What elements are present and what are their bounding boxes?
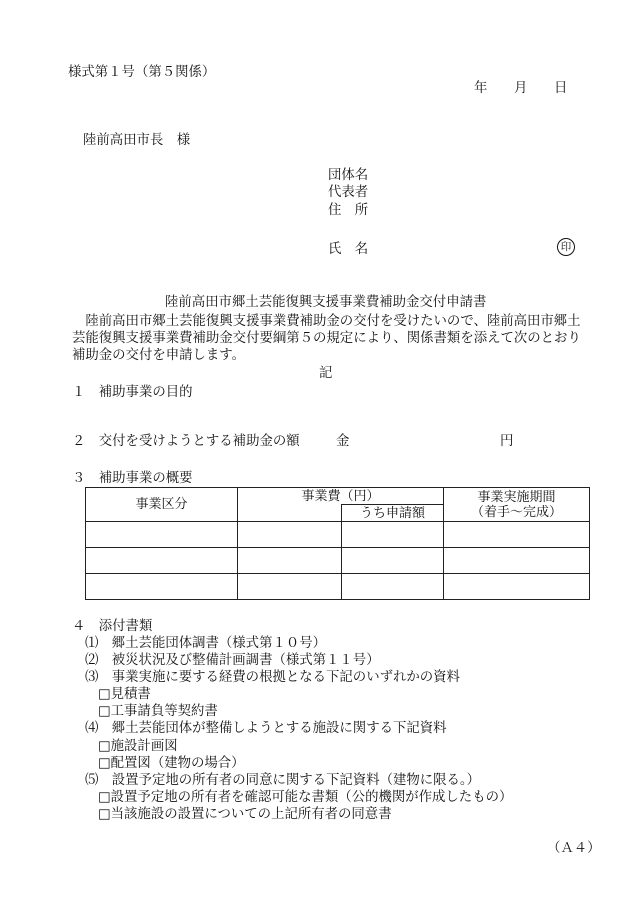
- addressee: 陸前高田市長 様: [83, 133, 191, 148]
- form-number: 様式第１号（第５関係）: [68, 65, 216, 80]
- item-overview-label: ３ 補助事業の概要: [72, 471, 193, 486]
- list-item: ⑴ 郷土芸能団体調書（様式第１０号）: [85, 636, 327, 651]
- item-amount-label: ２ 交付を受けようとする補助金の額: [72, 434, 300, 449]
- list-subitem: □設置予定地の所有者を確認可能な書類（公的機関が作成したもの）: [98, 789, 513, 805]
- table-cell: [86, 522, 238, 548]
- list-item: ⑶ 事業実施に要する経費の根拠となる下記のいずれかの資料: [85, 670, 460, 686]
- list-subitem: □工事請負等契約書: [98, 704, 218, 720]
- list-item: ⑷ 郷土芸能団体が整備しようとする施設に関する下記資料: [85, 721, 447, 737]
- seal-mark: 印: [557, 238, 575, 256]
- ki-heading: 記: [319, 366, 333, 381]
- date-year: 年: [474, 81, 488, 96]
- table-cell: [86, 548, 238, 574]
- attachments-list: [85, 635, 512, 823]
- table-row: [86, 522, 590, 548]
- overview-table: [85, 487, 590, 600]
- body-line: 芸能復興支援事業費補助金交付要綱第５の規定により、関係書類を添えて次のとおり: [72, 331, 581, 346]
- address-label: 住 所: [328, 203, 369, 218]
- table-cell: [342, 522, 444, 548]
- body-line: 陸前高田市郷土芸能復興支援事業費補助金の交付を受けたいので、陸前高田市郷土: [72, 314, 581, 329]
- list-subitem: □施設計画図: [98, 738, 178, 754]
- item-purpose-label: １ 補助事業の目的: [72, 385, 193, 400]
- body-line: 補助金の交付を申請します。: [72, 348, 246, 363]
- table-cell: [238, 548, 342, 574]
- name-label: 氏 名: [328, 242, 369, 257]
- paper-size-note: （Ａ４）: [547, 841, 601, 856]
- amount-suffix: 円: [500, 434, 514, 449]
- list-subitem: □配置図（建物の場合）: [98, 755, 245, 771]
- header-cost-blank: [238, 505, 342, 522]
- table-row: [86, 548, 590, 574]
- list-subitem: □見積書: [98, 687, 151, 703]
- table-cell: [238, 574, 342, 600]
- header-period-line1: 事業実施期間: [477, 489, 556, 505]
- document-title: 陸前高田市郷土芸能復興支援事業費補助金交付申請書: [165, 295, 487, 310]
- list-subitem: □当該施設の設置についての上記所有者の同意書: [98, 806, 392, 822]
- header-period-line2: （着手～完成）: [471, 504, 563, 520]
- amount-prefix: 金: [336, 434, 350, 449]
- table-cell: [444, 522, 590, 548]
- body-paragraph: [72, 313, 581, 364]
- table-cell: [444, 574, 590, 600]
- date-day: 日: [554, 81, 568, 96]
- header-period: [444, 488, 590, 522]
- table-cell: [342, 548, 444, 574]
- header-applied: うち申請額: [342, 505, 444, 522]
- table-cell: [342, 574, 444, 600]
- list-item: ⑵ 被災状況及び整備計画調書（様式第１１号）: [85, 653, 380, 669]
- date-month: 月: [514, 81, 528, 96]
- header-cost: 事業費（円）: [238, 488, 444, 505]
- representative-label: 代表者: [328, 185, 369, 200]
- table-header-row: [86, 488, 590, 505]
- group-name-label: 団体名: [328, 168, 369, 183]
- attachments-heading: ４ 添付書類: [72, 619, 153, 634]
- table-cell: [86, 574, 238, 600]
- header-category: 事業区分: [86, 488, 238, 522]
- list-item: ⑸ 設置予定地の所有者の同意に関する下記資料（建物に限る。）: [85, 772, 481, 788]
- table-row: [86, 574, 590, 600]
- table-cell: [238, 522, 342, 548]
- table-cell: [444, 548, 590, 574]
